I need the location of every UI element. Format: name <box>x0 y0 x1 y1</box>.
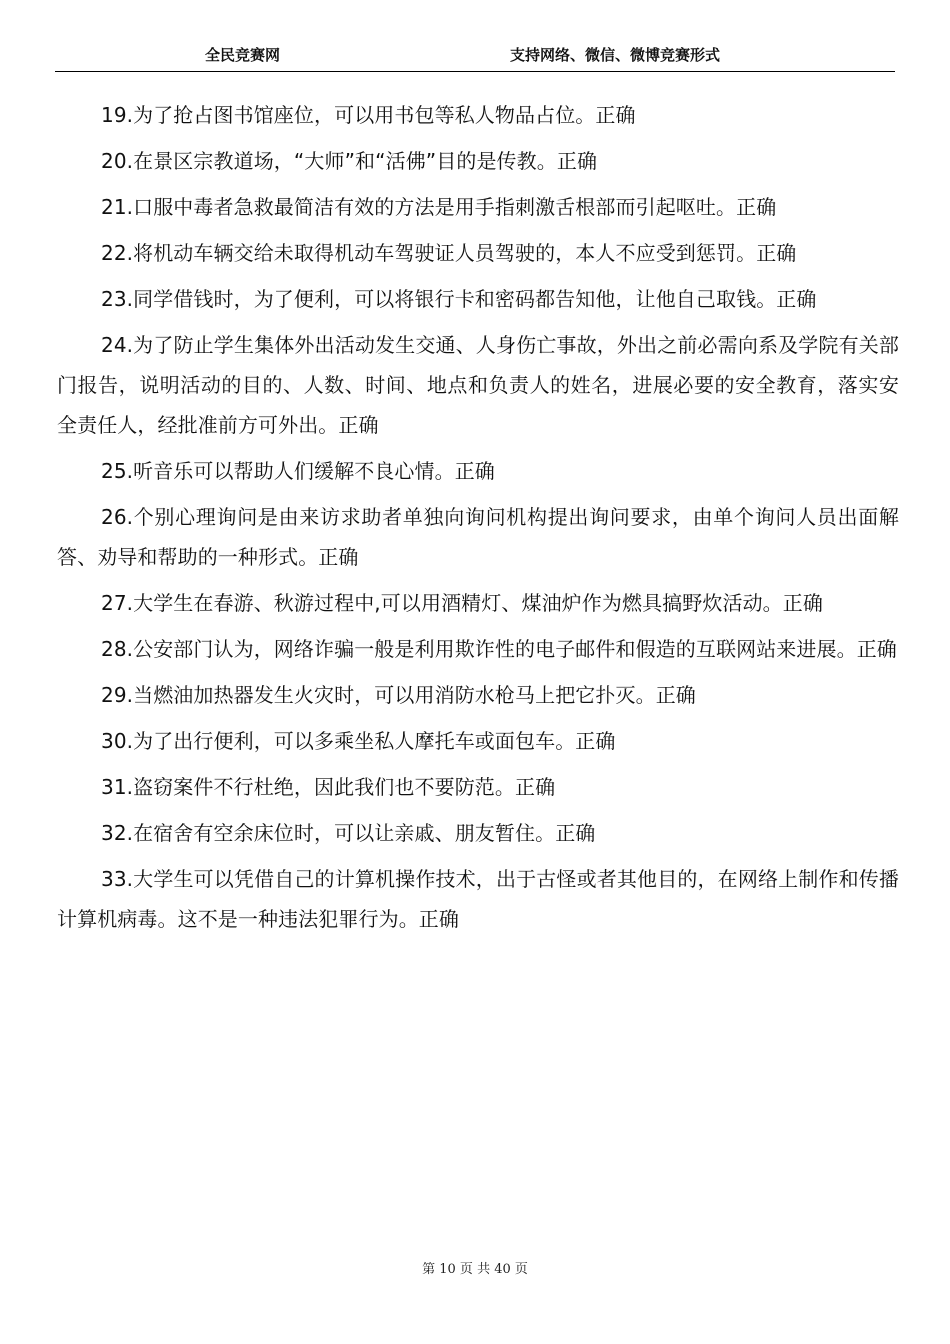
question-item-25: 25.听音乐可以帮助人们缓解不良心情。正确 <box>101 459 495 483</box>
page-header <box>55 38 895 72</box>
question-item-24: 24.为了防止学生集体外出活动发生交通、人身伤亡事故，外出之前必需向系及学院有关部门报告，说明活动的目的、人数、时间、地点和负责人的姓名，进展必要的安全教育，落实安全责任人，经批准前方可外出。正确 <box>57 333 899 437</box>
question-item-31: 31.盗窃案件不行杜绝，因此我们也不要防范。正确 <box>101 775 556 799</box>
header-site-name: 全民竞赛网 <box>205 46 281 64</box>
question-item-32: 32.在宿舍有空余床位时，可以让亲戚、朋友暂住。正确 <box>101 821 596 845</box>
question-item-19: 19.为了抢占图书馆座位，可以用书包等私人物品占位。正确 <box>101 103 636 127</box>
question-item-29: 29.当燃油加热器发生火灾时，可以用消防水枪马上把它扑灭。正确 <box>101 683 696 707</box>
question-item-22: 22.将机动车辆交给未取得机动车驾驶证人员驾驶的，本人不应受到惩罚。正确 <box>101 241 797 265</box>
question-item-28: 28.公安部门认为，网络诈骗一般是利用欺诈性的电子邮件和假造的互联网站来进展。正确 <box>101 637 897 661</box>
question-item-23: 23.同学借钱时，为了便利，可以将银行卡和密码都告知他，让他自己取钱。正确 <box>101 287 817 311</box>
page-number-footer: 第 10 页 共 40 页 <box>422 1262 528 1277</box>
question-item-30: 30.为了出行便利，可以多乘坐私人摩托车或面包车。正确 <box>101 729 616 753</box>
question-item-21: 21.口服中毒者急救最简洁有效的方法是用手指刺激舌根部而引起呕吐。正确 <box>101 195 777 219</box>
document-body <box>57 95 899 945</box>
question-item-27: 27.大学生在春游、秋游过程中,可以用酒精灯、煤油炉作为燃具搞野炊活动。正确 <box>101 591 823 615</box>
question-item-26: 26.个别心理询问是由来访求助者单独向询问机构提出询问要求，由单个询问人员出面解答、劝导和帮助的一种形式。正确 <box>57 505 899 569</box>
question-item-33: 33.大学生可以凭借自己的计算机操作技术，出于古怪或者其他目的，在网络上制作和传播计算机病毒。这不是一种违法犯罪行为。正确 <box>57 867 899 931</box>
question-item-20: 20.在景区宗教道场，“大师”和“活佛”目的是传教。正确 <box>101 149 598 173</box>
header-tagline: 支持网络、微信、微博竞赛形式 <box>510 46 721 64</box>
